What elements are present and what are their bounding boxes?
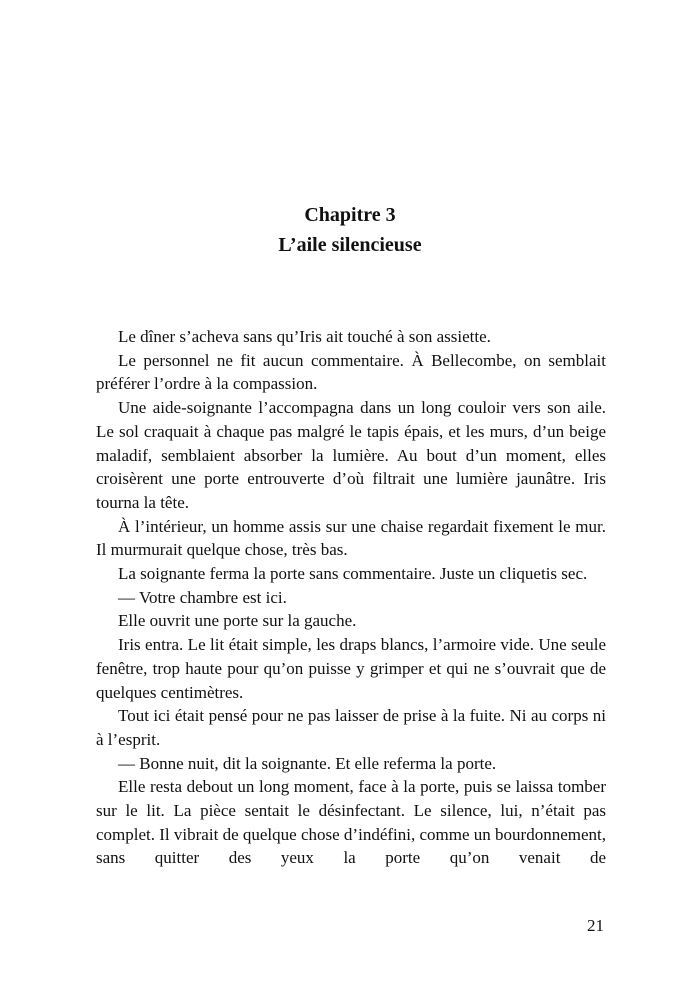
dialogue-line: — Votre chambre est ici. [118, 587, 287, 607]
paragraph: La soignante ferma la porte sans commentaire. Juste un cliquetis sec. [118, 564, 588, 584]
paragraph: Le dîner s’acheva sans qu’Iris ait touché à son assiette. [118, 327, 491, 346]
paragraph: Iris entra. Le lit était simple, les draps blancs, l’armoire vide. Une seule fenêtre, trop haute pour qu’on puisse y grimper et qui ne s’ouvrait que de quelques centimètres. [96, 635, 606, 702]
paragraph: Elle ouvrit une porte sur la gauche. [118, 611, 357, 631]
paragraph: Une aide-soignante l’accompagna dans un long couloir vers son aile. Le sol craquait à chaque pas malgré le tapis épais, et les murs, d’un beige maladif, semblaient absorber la lumière. Au bout d’un moment, elles croisèrent une porte entrouverte d’où filtrait une lumière jaunâtre. Iris tourna la tête. [96, 398, 606, 512]
body-text [96, 325, 606, 870]
paragraph: À l’intérieur, un homme assis sur une chaise regardait fixement le mur. Il murmurait quelque chose, très bas. [96, 516, 606, 560]
chapter-title: L’aile silencieuse [278, 234, 422, 256]
chapter-heading [0, 200, 700, 260]
paragraph: Le personnel ne fit aucun commentaire. À Bellecombe, on semblait préférer l’ordre à la compassion. [96, 350, 606, 394]
dialogue-line: — Bonne nuit, dit la soignante. Et elle referma la porte. [118, 753, 497, 773]
paragraph: Tout ici était pensé pour ne pas laisser de prise à la fuite. Ni au corps ni à l’esprit. [96, 706, 606, 749]
chapter-number: Chapitre 3 [304, 204, 396, 226]
page-number: 21 [587, 916, 604, 935]
paragraph: Elle resta debout un long moment, face à la porte, puis se laissa tomber sur le lit. La pièce sentait le désinfectant. Le silence, lui, n’était pas complet. Il vibrait de quelque chose d’indéfini, comme un bourdonnement, sans quitter des yeux la porte qu’on venait de [96, 777, 606, 868]
